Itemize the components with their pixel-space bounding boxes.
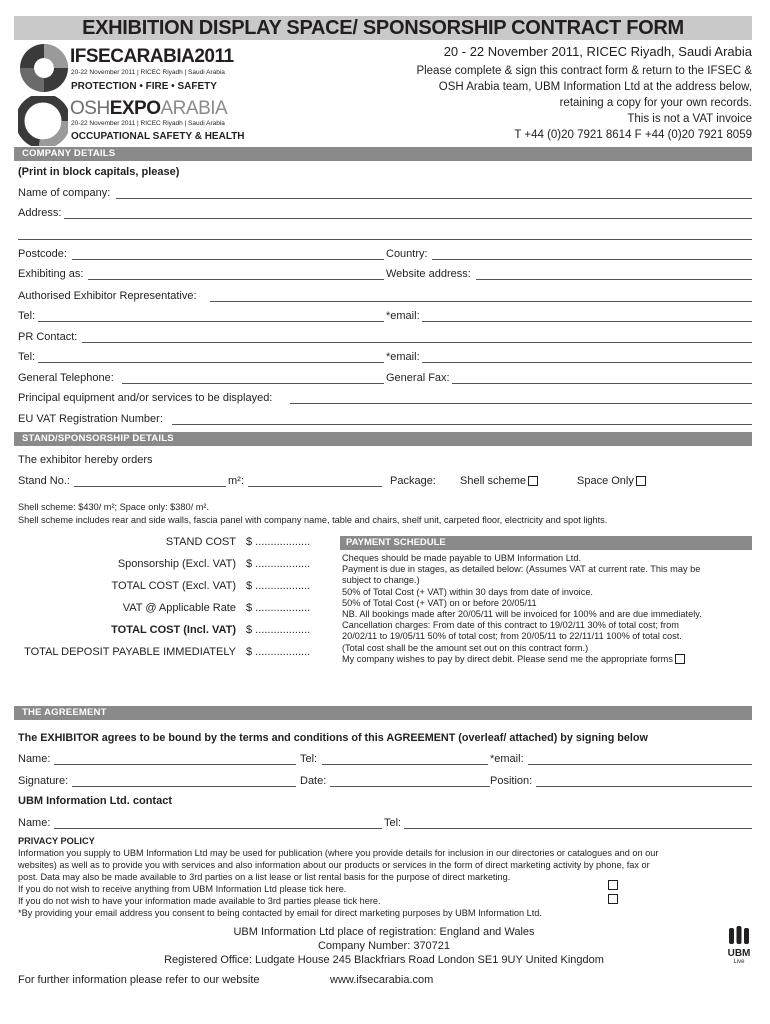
agree-name-field[interactable] xyxy=(54,764,296,765)
privacy-line: If you do not wish to receive anything from UBM Information Ltd please tick here. xyxy=(18,884,347,894)
postcode-label: Postcode: xyxy=(18,248,67,260)
agree-name-label: Name: xyxy=(18,753,51,765)
privacy-title: PRIVACY POLICY xyxy=(18,836,95,846)
direct-debit-label: My company wishes to pay by direct debit. Please send me the appropriate forms xyxy=(342,653,673,664)
email-label: *email: xyxy=(386,310,420,322)
date-field[interactable] xyxy=(330,786,490,787)
company-name-label: Name of company: xyxy=(18,187,111,199)
ifsec-logo-mark xyxy=(18,42,70,94)
cost-label-0: STAND COST xyxy=(165,536,236,548)
pr-contact-field[interactable] xyxy=(82,342,752,343)
tel2-label: Tel: xyxy=(18,351,36,363)
header-line4: This is not a VAT invoice xyxy=(627,113,752,125)
exhibiting-as-label: Exhibiting as: xyxy=(18,268,84,280)
payment-text xyxy=(342,553,752,665)
footer-line2: Company Number: 370721 xyxy=(317,940,451,952)
ifsec-tagline: PROTECTION • FIRE • SAFETY xyxy=(71,81,217,92)
agreement-section-header: THE AGREEMENT xyxy=(14,706,752,720)
exhibiting-as-field[interactable] xyxy=(88,279,384,280)
website-note: For further information please refer to our website xyxy=(18,974,260,986)
footer-line1: UBM Information Ltd place of registration: England and Wales xyxy=(233,926,535,938)
position-field[interactable] xyxy=(536,786,752,787)
privacy-line: Information you supply to UBM Information Ltd may be used for publication (where you provide details for inclusion in our directories or catalogues and on our xyxy=(18,848,659,858)
agree-tel-label: Tel: xyxy=(300,753,318,765)
osh-tagline: OCCUPATIONAL SAFETY & HEALTH xyxy=(71,131,245,142)
website-field[interactable] xyxy=(476,279,752,280)
payment-line: NB. All bookings made after 20/05/11 will be invoiced for 100% and are due immediately. xyxy=(342,609,702,620)
ubm-name: UBM xyxy=(727,948,751,959)
osh-sub: 20-22 November 2011 | RICEC Riyadh | Saudi Arabia xyxy=(71,120,225,127)
header-line2: OSH Arabia team, UBM Information Ltd at the address below, xyxy=(438,81,752,93)
address-field-2[interactable] xyxy=(18,239,752,240)
privacy-line: *By providing your email address you consent to being contacted by email for direct marketing purposes by UBM Information Ltd. xyxy=(18,908,542,918)
cost-label-5: TOTAL DEPOSIT PAYABLE IMMEDIATELY xyxy=(24,646,236,658)
payment-line: 20/02/11 to 19/05/11 50% of total cost; from 20/05/11 to 22/11/11 100% of total cost. xyxy=(342,631,682,642)
form-title: EXHIBITION DISPLAY SPACE/ SPONSORSHIP CONTRACT FORM xyxy=(82,17,684,39)
shell-scheme-option[interactable] xyxy=(460,475,538,487)
address-field-1[interactable] xyxy=(64,218,752,219)
position-label: Position: xyxy=(490,775,533,787)
ubm-logo-mark xyxy=(727,926,751,946)
osh-logo-mark xyxy=(18,96,68,146)
tel-label: Tel: xyxy=(18,310,36,322)
footer-line3: Registered Office: Ludgate House 245 Blackfriars Road London SE1 9UY United Kingdom xyxy=(164,954,604,966)
privacy-line: post. Data may also be made available to 3rd parties on a list lease or list rental basis for the purpose of direct marketing. xyxy=(18,872,511,882)
signature-field[interactable] xyxy=(72,786,296,787)
signature-label: Signature: xyxy=(18,775,69,787)
shell-scheme-checkbox[interactable] xyxy=(528,476,538,486)
payment-line: 50% of Total Cost (+ VAT) on or before 20/05/11 xyxy=(342,597,537,608)
payment-section-header: PAYMENT SCHEDULE xyxy=(340,536,752,550)
m2-label: m²: xyxy=(228,475,244,487)
email-field[interactable] xyxy=(422,321,752,322)
address-label: Address: xyxy=(18,207,62,219)
equipment-label: Principal equipment and/or services to be displayed: xyxy=(18,392,273,404)
cost-value-3[interactable]: $ .................. xyxy=(246,602,311,614)
cost-value-0[interactable]: $ .................. xyxy=(246,536,311,548)
stand-no-label: Stand No.: xyxy=(18,475,70,487)
ubm-tel-label: Tel: xyxy=(384,817,402,829)
agree-email-field[interactable] xyxy=(528,764,752,765)
ubm-sub: Live xyxy=(733,959,745,965)
space-only-label: Space Only xyxy=(577,475,634,487)
tel-field[interactable] xyxy=(38,321,384,322)
header-line5: T +44 (0)20 7921 8614 F +44 (0)20 7921 8059 xyxy=(514,129,752,141)
tel2-field[interactable] xyxy=(38,362,384,363)
direct-debit-checkbox[interactable] xyxy=(675,654,685,664)
ubm-name-field[interactable] xyxy=(54,828,382,829)
orders-text: The exhibitor hereby orders xyxy=(18,454,153,466)
ifsec-sub: 20-22 November 2011 | RICEC Riyadh | Saudi Arabia xyxy=(71,69,225,76)
website-label: Website address: xyxy=(386,268,471,280)
country-field[interactable] xyxy=(432,259,752,260)
payment-line: subject to change.) xyxy=(342,575,420,586)
authorised-rep-label: Authorised Exhibitor Representative: xyxy=(18,290,197,302)
postcode-field[interactable] xyxy=(72,259,384,260)
shell-scheme-label: Shell scheme xyxy=(460,475,527,487)
gen-fax-label: General Fax: xyxy=(386,372,450,384)
ubm-name-label: Name: xyxy=(18,817,51,829)
no-third-party-checkbox[interactable] xyxy=(608,894,618,904)
osh-name-a: OSH xyxy=(70,98,110,119)
agreement-statement: The EXHIBITOR agrees to be bound by the terms and conditions of this AGREEMENT (overleaf/ attached) by signing below xyxy=(18,732,648,744)
vat-label: EU VAT Registration Number: xyxy=(18,413,163,425)
website-link[interactable]: www.ifsecarabia.com xyxy=(330,974,434,986)
osh-name-b: EXPO xyxy=(109,98,161,119)
cost-value-5[interactable]: $ .................. xyxy=(246,646,311,658)
no-ubm-marketing-checkbox[interactable] xyxy=(608,880,618,890)
direct-debit-option[interactable] xyxy=(342,654,752,665)
cost-label-4: TOTAL COST (Incl. VAT) xyxy=(111,624,236,636)
payment-line: (Total cost shall be the amount set out on this contract form.) xyxy=(342,642,589,653)
m2-field[interactable] xyxy=(248,486,382,487)
company-name-field[interactable] xyxy=(116,198,752,199)
payment-line: Payment is due in stages, as detailed below: (Assumes VAT at current rate. This may be xyxy=(342,564,701,575)
agree-email-label: *email: xyxy=(490,753,524,765)
date-venue: 20 - 22 November 2011, RICEC Riyadh, Saudi Arabia xyxy=(443,44,752,59)
space-only-option[interactable] xyxy=(577,475,646,487)
shell-includes: Shell scheme includes rear and side walls, fascia panel with company name, table and chairs, shelf unit, carpeted floor, electricity and spot lights. xyxy=(18,515,608,525)
header-line3: retaining a copy for your own records. xyxy=(559,97,752,109)
space-only-checkbox[interactable] xyxy=(636,476,646,486)
header-line1: Please complete & sign this contract form & return to the IFSEC & xyxy=(416,65,752,77)
cost-label-2: TOTAL COST (Excl. VAT) xyxy=(111,580,236,592)
payment-line: 50% of Total Cost (+ VAT) within 30 days from date of invoice. xyxy=(342,586,593,597)
cost-label-3: VAT @ Applicable Rate xyxy=(122,602,236,614)
payment-line: Cheques should be made payable to UBM Information Ltd. xyxy=(342,553,582,563)
cost-value-4[interactable]: $ .................. xyxy=(246,624,311,636)
ifsec-logo xyxy=(18,42,378,94)
pr-contact-label: PR Contact: xyxy=(18,331,78,343)
ubm-tel-field[interactable] xyxy=(404,828,752,829)
equipment-field[interactable] xyxy=(290,403,752,404)
osh-name-c: ARABIA xyxy=(160,98,228,119)
privacy-line: If you do not wish to have your information made available to 3rd parties please tick here. xyxy=(18,896,381,906)
email2-field[interactable] xyxy=(422,362,752,363)
authorised-rep-field[interactable] xyxy=(210,301,752,302)
privacy-line: websites) as well as to provide you with services and also information about our products or services in the form of direct marketing activity by phone, fax or xyxy=(18,860,650,870)
vat-field[interactable] xyxy=(172,424,752,425)
ubm-contact-heading: UBM Information Ltd. contact xyxy=(18,795,172,807)
print-note: (Print in block capitals, please) xyxy=(18,166,180,178)
date-label: Date: xyxy=(300,775,327,787)
gen-tel-field[interactable] xyxy=(122,383,384,384)
ifsec-name: IFSECARABIA xyxy=(70,46,195,67)
stand-section-header: STAND/SPONSORSHIP DETAILS xyxy=(14,432,752,446)
gen-tel-label: General Telephone: xyxy=(18,372,114,384)
email2-label: *email: xyxy=(386,351,420,363)
ubm-logo xyxy=(722,926,756,970)
cost-label-1: Sponsorship (Excl. VAT) xyxy=(117,558,236,570)
ifsec-year: 2011 xyxy=(194,46,234,67)
company-section-header: COMPANY DETAILS xyxy=(14,147,752,161)
agree-tel-field[interactable] xyxy=(322,764,488,765)
package-label: Package: xyxy=(390,475,436,487)
stand-prices: Shell scheme: $430/ m²; Space only: $380/ m². xyxy=(18,502,209,512)
stand-no-field[interactable] xyxy=(74,486,226,487)
payment-line: Cancellation charges: From date of this contract to 19/02/11 30% of total cost; from xyxy=(342,620,679,631)
cost-value-2[interactable]: $ .................. xyxy=(246,580,311,592)
cost-value-1[interactable]: $ .................. xyxy=(246,558,311,570)
osh-logo xyxy=(18,96,378,144)
country-label: Country: xyxy=(386,248,428,260)
gen-fax-field[interactable] xyxy=(452,383,752,384)
